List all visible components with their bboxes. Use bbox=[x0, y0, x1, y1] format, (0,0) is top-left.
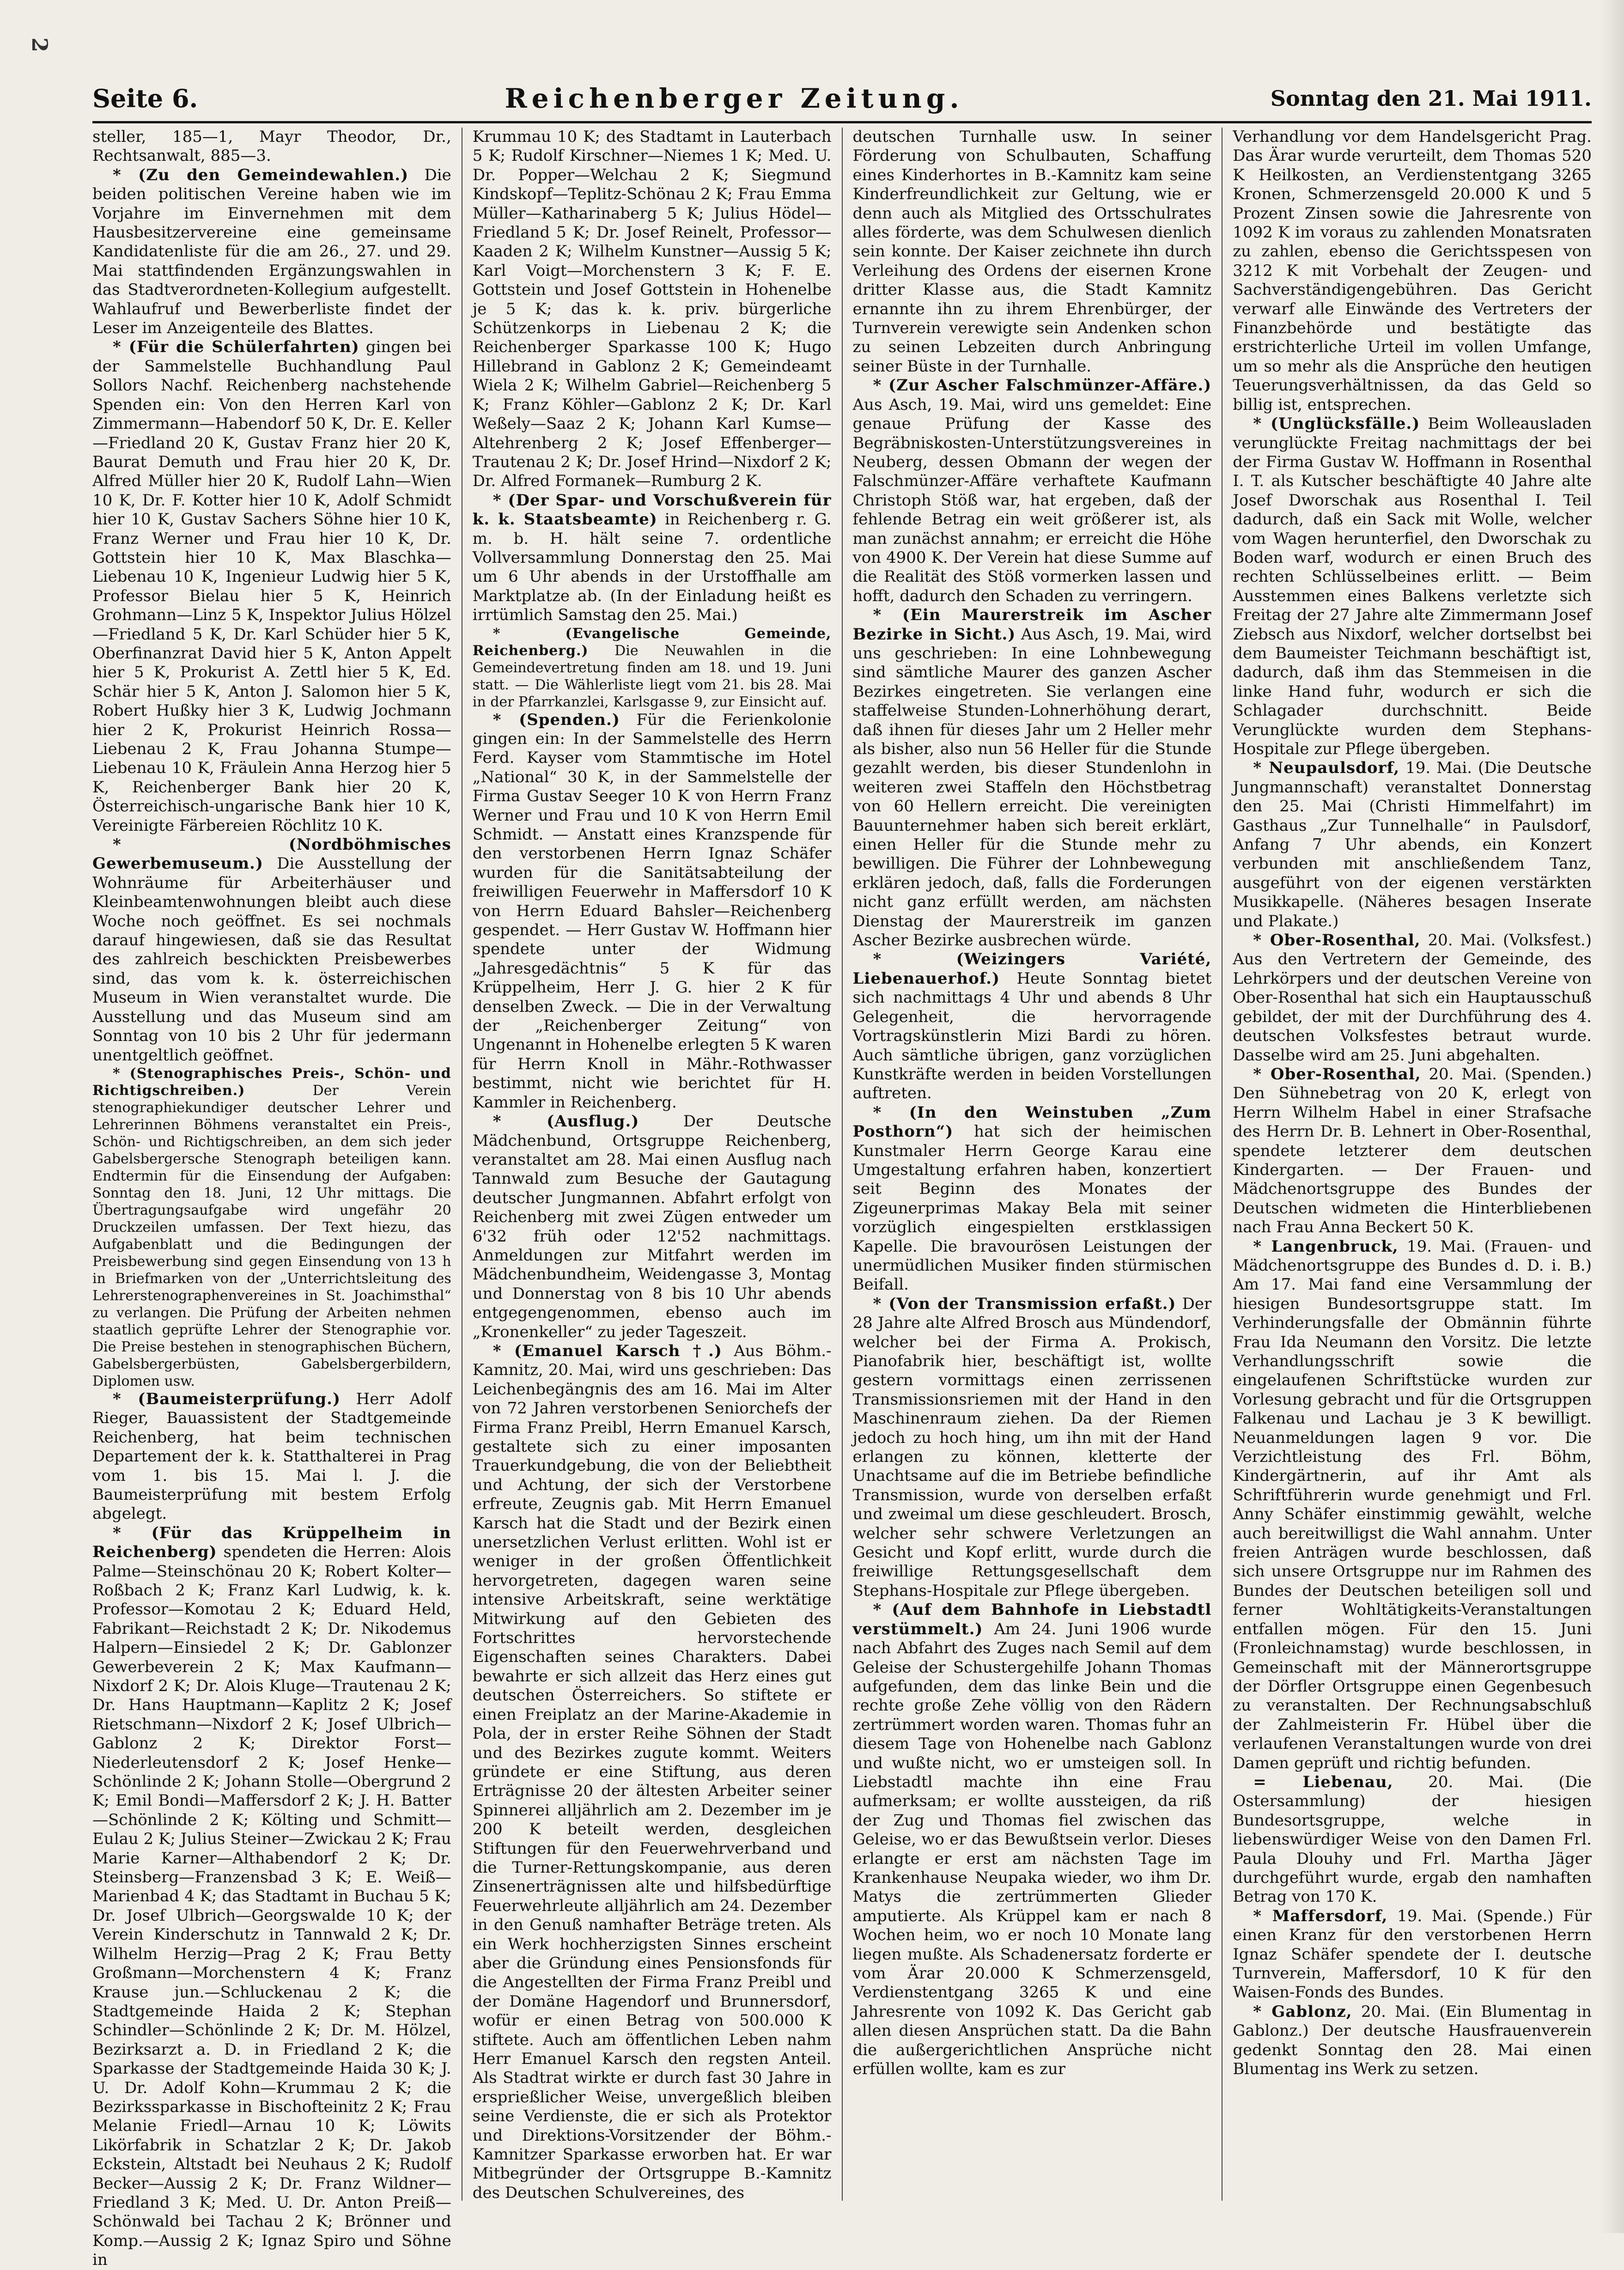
article-text: in Reichenberg r. G. m. b. H. hält seine 7. ordentliche Vollversammlung Donnerstag den 25. Mai um 6 Uhr abends in der Urstoffhalle am Marktplatze ab. (In der Einladung heißt es irrtümlich Samstag den 25. Mai.) bbox=[472, 510, 832, 625]
article-heading: * (Auf dem Bahnhofe in Liebstadtl verstümmelt.) bbox=[852, 1601, 1212, 1638]
article-heading: * (In den Weinstuben „Zum Posthorn“) bbox=[852, 1103, 1212, 1141]
article-text: Die Neuwahlen in die Gemeindevertretung finden am 18. und 19. Juni statt. — Die Wählerliste liegt vom 21. bis 28. Mai in der Pfarrkanzlei, Karlsgasse 9, zur Einsicht auf. bbox=[472, 642, 832, 710]
article-paragraph bbox=[853, 376, 1212, 606]
article-text: 19. Mai. (Die Deutsche Jungmannschaft) veranstaltet Donnerstag den 25. Mai (Christi Himmelfahrt) im Gasthaus „Zur Tunnelhalle“ in Paulsdorf, Anfang 7 Uhr abends, ein Konzert verbunden mit anschließendem Tanz, ausgeführt von der eigenen verstärkten Musikkapelle. (Näheres besagen Inserate und Plakate.) bbox=[1233, 759, 1592, 931]
article-paragraph bbox=[853, 1601, 1212, 2079]
article-heading: * Ober-Rosenthal, bbox=[1253, 931, 1421, 950]
article-paragraph bbox=[92, 166, 451, 338]
article-heading: * (Baumeisterprüfung.) bbox=[113, 1389, 341, 1408]
article-text: hat sich der heimischen Kunstmaler Herrn George Karau eine Umgestaltung erfahren haben, konzertiert seit Beginn des Monates der Zigeunerprimas Makay Bela mit seiner vorzüglich eingespielten erstklassigen Kapelle. Die bravourösen Leistungen der unermüdlichen Musiker finden stürmischen Beifall. bbox=[852, 1122, 1212, 1294]
article-text: Aus Asch, 19. Mai, wird uns gemeldet: Eine genaue Prüfung der Kasse des Begräbniskosten-Unterstützungsvereines in Neuberg, dessen Obmann der wegen der Falschmünzer-Affäre verhaftete Kaufmann Christoph Stöß war, hat ergeben, daß der fehlende Betrag ein weit größerer ist, als man zunächst annahm; er erreicht die Höhe von 4900 K. Der Verein hat diese Summe auf die Realität des Stöß vormerken lassen und hofft, dadurch den Schaden zu verringern. bbox=[852, 395, 1212, 605]
article-text: Krummau 10 K; des Stadtamt in Lauterbach 5 K; Rudolf Kirschner—Niemes 1 K; Med. U. Dr. Popper—Welchau 2 K; Siegmund Kindskopf—Teplitz-Schönau 2 K; Frau Emma Müller—Katharinaberg 5 K; Julius Hödel—Friedland 5 K; Dr. Josef Reinelt, Professor—Kaaden 2 K; Wilhelm Kunstner—Aussig 5 K; Karl Voigt—Morchenstern 3 K; F. E. Gottstein und Josef Gottstein in Hohenelbe je 5 K; das k. k. priv. bürgerliche Schützenkorps in Liebenau 2 K; die Reichenberger Sparkasse 100 K; Hugo Hillebrand in Gablonz 2 K; Gemeindeamt Wiela 2 K; Wilhelm Gabriel—Reichenberg 5 K; Franz Köhler—Gablonz 2 K; Dr. Karl Weßely—Saaz 2 K; Johann Karl Kumse—Altehrenberg 2 K; Josef Effenberger—Trautenau 2 K; Dr. Josef Hrind—Nixdorf 2 K; Dr. Alfred Formanek—Rumburg 2 K. bbox=[472, 128, 832, 491]
article-paragraph bbox=[853, 606, 1212, 950]
article-heading: * (Unglücksfälle.) bbox=[1253, 414, 1420, 433]
article-paragraph bbox=[473, 491, 832, 625]
article-paragraph bbox=[92, 128, 451, 166]
article-text: Beim Wolleausladen verunglückte Freitag nachmittags der bei der Firma Gustav W. Hoffmann in Rosenthal I. T. als Kutscher beschäftigte 40 Jahre alte Josef Dworschak aus Rosenthal I. Teil dadurch, daß ein Sack mit Wolle, welcher vom Wagen herunterfiel, den Dworschak zu Boden warf, wodurch er einen Bruch des rechten Schlüsselbeines erlitt. — Beim Ausstemmen eines Balkens verletzte sich Freitag der 27 Jahre alte Zimmermann Josef Ziebsch aus Nixdorf, welcher dortselbst bei dem Baumeister Teichmann beschäftigt ist, dadurch, daß ihm das Stemmeisen in die linke Hand fuhr, wodurch er sich die Schlagader durchschnitt. Beide Verunglückte wurden dem Stephans-Hospitale zur Pflege übergeben. bbox=[1233, 414, 1592, 758]
article-text: Der 28 Jahre alte Alfred Brosch aus Mündendorf, welcher bei der Firma A. Prokisch, Pianofabrik hier, beschäftigt ist, wollte gestern vormittags einen zerrissenen Transmissionsriemen mit der Hand in den Maschinenraum ziehen. Da der Riemen jedoch zu hoch hing, um ihn mit der Hand erlangen zu können, kletterte der Unachtsame auf die im Betriebe befindliche Transmission, wurde von derselben erfaßt und zweimal um diese geschleudert. Brosch, welcher sehr schwere Verletzungen an Gesicht und Kopf erlitt, wurde durch die freiwillige Rettungsgesellschaft dem Stephans-Hospitale zur Pflege übergeben. bbox=[852, 1294, 1212, 1600]
page-number: Seite 6. bbox=[92, 84, 198, 113]
article-heading: * (Weizingers Variété, Liebenauerhof.) bbox=[852, 950, 1212, 988]
article-text: 20. Mai. (Volksfest.) Aus den Vertretern der Gemeinde, des Lehrkörpers und der deutschen Vereine von Ober-Rosenthal hat sich ein Hauptausschuß gebildet, der mit der Durchführung des 4. deutschen Volksfestes betraut wurde. Dasselbe wird am 25. Juni abgehalten. bbox=[1233, 931, 1592, 1065]
article-paragraph bbox=[1233, 414, 1592, 759]
article-text: Der Deutsche Mädchenbund, Ortsgruppe Reichenberg, veranstaltet am 28. Mai einen Ausflug nach Tannwald zum Besuche der Gautagung deutscher Jungmannen. Abfahrt erfolgt von Reichenberg mit zwei Zügen entweder um 6'32 früh oder 12'52 nachmittags. Anmeldungen zur Mitfahrt werden im Mädchenbundheim, Weidengasse 3, Montag und Donnerstag von 8 bis 10 Uhr abends entgegengenommen, ebenso auch im „Kronenkeller“ zu jeder Tageszeit. bbox=[472, 1112, 832, 1341]
article-text: Der Verein stenographiekundiger deutscher Lehrer und Lehrerinnen Böhmens veranstaltet ein Preis-, Schön- und Richtigschreiben, an dem sich jeder Gabelsbergersche Stenograph beteiligen kann. Endtermin für die Einsendung der Aufgaben: Sonntag den 18. Juni, 12 Uhr mittags. Die Übertragungsaufgabe wird ungefähr 20 Druckzeilen umfassen. Der Text hiezu, das Aufgabenblatt und die Bedingungen der Preisbewerbung sind gegen Einsendung von 13 h in Briefmarken von der „Unterrichtsleitung des Lehrerstenographenvereines in St. Joachimsthal“ zu verlangen. Die Prüfung der Arbeiten nehmen staatlich geprüfte Lehrer der Stenographie vor. Die Preise bestehen in stenographischen Büchern, Gabelsbergerbüsten, Gabelsbergerbildern, Diplomen usw. bbox=[92, 1082, 451, 1389]
article-paragraph bbox=[1233, 759, 1592, 931]
article-paragraph bbox=[473, 1342, 832, 2203]
newspaper-title: Reichenberger Zeitung. bbox=[505, 83, 964, 114]
article-paragraph bbox=[853, 1103, 1212, 1295]
article-text: 19. Mai. (Spende.) Für einen Kranz für den verstorbenen Herrn Ignaz Schäfer spendete der I. deutsche Turnverein, Maffersdorf, 10 K für den Waisen-Fonds des Bundes. bbox=[1233, 1906, 1592, 2002]
column-2 bbox=[462, 128, 843, 2201]
article-columns bbox=[92, 128, 1592, 2270]
article-heading: * (Für das Krüppelheim in Reichenberg) bbox=[92, 1523, 451, 1562]
article-heading: * (Nordböhmisches Gewerbemuseum.) bbox=[92, 835, 451, 873]
article-text: spendeten die Herren: Alois Palme—Steinschönau 20 K; Robert Kolter—Roßbach 2 K; Franz Karl Ludwig, k. k. Professor—Komotau 2 K; Eduard Held, Fabrikant—Reichstadt 2 K; Dr. Nikodemus Halpern—Einsiedel 2 K; Dr. Gablonzer Gewerbeverein 2 K; Max Kaufmann—Nixdorf 2 K; Dr. Alois Kluge—Trautenau 2 K; Dr. Hans Hauptmann—Kaplitz 2 K; Josef Rietschmann—Nixdorf 2 K; Josef Ulbrich—Gablonz 2 K; Direktor Forst—Niederleutensdorf 2 K; Josef Henke—Schönlinde 2 K; Johann Stolle—Obergrund 2 K; Emil Bondi—Maffersdorf 2 K; J. H. Batter—Schönlinde 2 K; Költing und Schmitt—Eulau 2 K; Julius Steiner—Zwickau 2 K; Frau Marie Karner—Althabendorf 2 K; Dr. Steinsberg—Franzensbad 3 K; E. Weiß—Marienbad 4 K; das Stadtamt in Buchau 5 K; Dr. Josef Ulbrich—Georgswalde 10 K; der Verein Kinderschutz in Tannwald 2 K; Dr. Wilhelm Herzig—Prag 2 K; Frau Betty Großmann—Morchenstern 4 K; Franz Krause jun.—Schluckenau 2 K; die Stadtgemeinde Haida 2 K; Stephan Schindler—Schönlinde 2 K; Dr. M. Hölzel, Bezirksarzt a. D. in Friedland 2 K; die Sparkasse der Stadtgemeinde Haida 30 K; J. U. Dr. Adolf Kohn—Krummau 2 K; die Bezirkssparkasse in Bischofteinitz 2 K; Frau Melanie Friedl—Arnau 10 K; Löwits Likörfabrik in Schatzlar 2 K; Dr. Jakob Eckstein, Altstadt bei Neuhaus 2 K; Rudolf Becker—Aussig 2 K; Dr. Franz Wildner—Friedland 3 K; Med. U. Dr. Anton Preiß—Schönwald bei Tachau 2 K; Brönner und Komp.—Aussig 2 K; Ignaz Spiro und Söhne in bbox=[92, 1543, 451, 2270]
article-paragraph bbox=[92, 835, 451, 1065]
article-text: Aus Asch, 19. Mai, wird uns geschrieben: In eine Lohnbewegung sind sämtliche Maurer des ganzen Ascher Bezirkes eingetreten. Sie verlangen eine staffelweise Stunden-Lohnerhöhung derart, daß ihnen für dieses Jahr um 2 Heller mehr als bisher, also nun 56 Heller für die Stunde gezahlt werden, bis dieser Stundenlohn in weiteren zwei Staffeln den Höchstbetrag von 60 Hellern erreicht. Die vereinigten Bauunternehmer haben sich bereit erklärt, einen Heller für die Stunde mehr zu bewilligen. Die Führer der Lohnbewegung erklären jedoch, daß, falls die Forderungen nicht ganz erfüllt werden, am nächsten Dienstag der Maurerstreik im ganzen Ascher Bezirke ausbrechen würde. bbox=[852, 625, 1212, 950]
article-paragraph bbox=[1233, 1773, 1592, 1907]
article-text: Für die Ferienkolonie gingen ein: In der Sammelstelle des Herrn Ferd. Kayser vom Stammtische im Hotel „National“ 30 K, in der Sammelstelle der Firma Gustav Seeger 10 K von Herrn Franz Werner und Frau und 10 K von Herrn Emil Schmidt. — Anstatt eines Kranzspende für den verstorbenen Herrn Ignaz Schäfer wurden für die Sanitätsabteilung der freiwilligen Feuerwehr in Maffersdorf 10 K von Herrn Eduard Bahsler—Reichenberg gespendet. — Herr Gustav W. Hoffmann hier spendete unter der Widmung „Jahresgedächtnis“ 5 K für das Krüppelheim, Herr J. G. hier 2 K für denselben Zweck. — Die in der Verwaltung der „Reichenberger Zeitung“ von Ungenannt in Hohenelbe erlegten 5 K waren für Herrn Knoll in Mähr.-Rothwasser bestimmt, nicht wie berichtet für H. Kammler in Reichenberg. bbox=[472, 710, 832, 1112]
article-heading: * Ober-Rosenthal, bbox=[1253, 1065, 1421, 1083]
article-heading: * (Zur Ascher Falschmünzer-Affäre.) bbox=[873, 376, 1212, 395]
article-paragraph bbox=[473, 128, 832, 491]
article-text: Aus Böhm.-Kamnitz, 20. Mai, wird uns geschrieben: Das Leichenbegängnis des am 16. Mai im Alter von 72 Jahren verstorbenen Seniorchefs der Firma Franz Preibl, Herrn Emanuel Karsch, gestaltete sich zu einer imposanten Trauerkundgebung, die von der Beliebtheit und Achtung, der sich der Verstorbene erfreute, Zeugnis gab. Mit Herrn Emanuel Karsch hat die Stadt und der Bezirk einen unersetzlichen Verlust erlitten. Wohl ist er weniger in der großen Öffentlichkeit hervorgetreten, dagegen waren seine intensive Arbeitskraft, seine werktätige Mitwirkung auf den Gebieten des Fortschrittes hervorstechende Eigenschaften seines Charakters. Dabei bewahrte er sich allzeit das Herz eines gut deutschen Österreichers. So stiftete er einen Freiplatz an der Marine-Akademie in Pola, der in erster Reihe Söhnen der Stadt und des Bezirkes zugute kommt. Weiters gründete er eine Stiftung, aus deren Erträgnisse 20 der ältesten Arbeiter seiner Spinnerei alljährlich am 2. Dezember im je 200 K beteilt werden, desgleichen Stiftungen für den Feuerwehrverband und die Turner-Rettungskompanie, aus deren Zinsenerträgnissen alte und hilfsbedürftige Feuerwehrleute alljährlich am 24. Dezember in den Genuß namhafter Beträge treten. Als ein Werk hochherzigsten Sinnes erscheint aber die Gründung eines Pensionsfonds für die Angestellten der Firma Franz Preibl und der Domäne Hagendorf und Brunnersdorf, wofür er einen Betrag von 500.000 K stiftete. Auch am öffentlichen Leben nahm Herr Emanuel Karsch den regsten Anteil. Als Stadtrat wirkte er durch fast 30 Jahre in ersprießlicher Weise, unvergeßlich bleiben seine Verdienste, die er sich als Protektor und Direktions-Vorsitzender der Böhm.-Kamnitzer Sparkasse erworben hat. Er war Mitbegründer der Ortsgruppe B.-Kamnitz des Deutschen Schulvereines, des bbox=[472, 1341, 832, 2202]
article-paragraph bbox=[473, 711, 832, 1113]
article-paragraph bbox=[92, 338, 451, 835]
article-text: Verhandlung vor dem Handelsgericht Prag. Das Ärar wurde verurteilt, dem Thomas 520 K Heilkosten, an Verdienstentgang 3265 Kronen, Schmerzensgeld 20.000 K und 5 Prozent Zinsen sowie die Jahresrente von 1092 K im voraus zu zahlenden Monatsraten zu zahlen, ebenso die Gerichtsspesen von 3212 K mit Vorbehalt der Zeugen- und Sachverständigengebühren. Das Gericht verwarf alle Einwände des Vertreters der Finanzbehörde und bestätigte das erstrichterliche Urteil im vollen Umfange, um so mehr als die Ansprüche den heutigen Teuerungsverhältnissen, da das Geld so billig ist, entsprechen. bbox=[1233, 128, 1592, 414]
article-paragraph bbox=[1233, 1065, 1592, 1237]
article-paragraph bbox=[473, 625, 832, 711]
article-paragraph bbox=[473, 1112, 832, 1342]
article-heading: * (Ausflug.) bbox=[493, 1112, 639, 1131]
article-text: gingen bei der Sammelstelle Buchhandlung Paul Sollors Nachf. Reichenberg nachstehende Spenden ein: Von den Herren Karl von Zimmermann—Habendorf 50 K, Dr. E. Keller—Friedland 20 K, Gustav Franz hier 20 K, Baurat Demuth und Frau hier 20 K, Dr. Alfred Müller hier 20 K, Rudolf Lahn—Wien 10 K, Dr. F. Kotter hier 10 K, Adolf Schmidt hier 10 K, Gustav Sachers Söhne hier 10 K, Franz Werner und Frau hier 10 K, Dr. Gottstein hier 10 K, Max Blaschka—Liebenau 10 K, Ingenieur Ludwig hier 5 K, Professor Bielau hier 5 K, Heinrich Grohmann—Linz 5 K, Inspektor Julius Hölzel—Friedland 5 K, Dr. Karl Schüder hier 5 K, Oberfinanzrat David hier 5 K, Anton Appelt hier 5 K, Prokurist A. Zettl hier 5 K, Ed. Schär hier 5 K, Anton J. Salomon hier 5 K, Robert Hußky hier 3 K, Ludwig Jochmann hier 2 K, Prokurist Heinrich Rossa—Liebenau 2 K, Frau Johanna Stumpe—Liebenau 10 K, Fräulein Anna Herzog hier 5 K, Reichenberger Bank hier 20 K, Österreichisch-ungarische Bank hier 10 K, Vereinigte Färbereien Röchlitz 10 K. bbox=[92, 338, 451, 835]
article-text: 20. Mai. (Spenden.) Den Sühnebetrag von 20 K, erlegt von Herrn Wilhelm Habel in einer Strafsache des Herrn Dr. B. Lehnert in Ober-Rosenthal, spendete letzterer dem deutschen Kindergarten. — Der Frauen- und Mädchenortsgruppe des Bundes der Deutschen widmeten die Hinterbliebenen nach Frau Anna Beckert 50 K. bbox=[1233, 1065, 1592, 1237]
article-text: Die beiden politischen Vereine haben wie im Vorjahre im Einvernehmen mit dem Hausbesitzervereine eine gemeinsame Kandidatenliste für die am 26., 27. und 29. Mai stattfindenden Ergänzungswahlen in das Stadtverordneten-Kollegium aufgestellt. Wahlaufruf und Bewerberliste findet der Leser im Anzeigenteile des Blattes. bbox=[92, 165, 451, 338]
article-heading: * (Ein Maurerstreik im Ascher Bezirke in Sicht.) bbox=[852, 606, 1212, 644]
page-edge-shadow bbox=[1601, 0, 1624, 2233]
article-heading: * (Zu den Gemeindewahlen.) bbox=[113, 165, 409, 184]
article-text: steller, 185—1, Mayr Theodor, Dr., Rechtsanwalt, 885—3. bbox=[92, 128, 451, 165]
article-heading: * Gablonz, bbox=[1253, 2002, 1352, 2021]
article-text: 20. Mai. (Die Ostersammlung) der hiesigen Bundesortsgruppe, welche in liebenswürdiger Weise von den Damen Frl. Paula Dlouhy und Frl. Martha Jäger durchgeführt wurde, ergab den namhaften Betrag von 170 K. bbox=[1233, 1772, 1592, 1906]
article-heading: = Liebenau, bbox=[1253, 1772, 1393, 1791]
page-header bbox=[92, 82, 1592, 115]
article-text: Die Ausstellung der Wohnräume für Arbeiterhäuser und Kleinbeamtenwohnungen bleibt auch diese Woche noch geöffnet. Es sei nochmals darauf hingewiesen, daß sie das Resultat des zahlreich beschickten Preisbewerbes sind, das vom k. k. österreichischen Museum in Wien veranstaltet wurde. Die Ausstellung und das Museum sind am Sonntag von 10 bis 2 Uhr für jedermann unentgeltlich geöffnet. bbox=[92, 854, 451, 1065]
article-paragraph bbox=[1233, 1237, 1592, 1773]
article-paragraph bbox=[1233, 128, 1592, 414]
article-paragraph bbox=[1233, 1907, 1592, 2002]
article-text: Herr Adolf Rieger, Bauassistent der Stadtgemeinde Reichenberg, hat beim technischen Departement der k. k. Statthalterei in Prag vom 1. bis 15. Mai l. J. die Baumeisterprüfung mit bestem Erfolg abgelegt. bbox=[92, 1389, 451, 1523]
issue-date: Sonntag den 21. Mai 1911. bbox=[1270, 86, 1592, 111]
article-heading: * Langenbruck, bbox=[1253, 1237, 1399, 1256]
article-paragraph bbox=[92, 1524, 451, 2270]
article-paragraph bbox=[853, 128, 1212, 376]
article-heading: * (Emanuel Karsch †.) bbox=[493, 1341, 722, 1360]
article-heading: * (Stenographisches Preis-, Schön- und Richtigschreiben.) bbox=[92, 1065, 451, 1099]
article-text: Am 24. Juni 1906 wurde nach Abfahrt des Zuges nach Semil auf dem Geleise der Schustergehilfe Johann Thomas aufgefunden, dem das linke Bein und die rechte große Zehe völlig von den Rädern zertrümmert worden waren. Thomas fuhr an diesem Tage von Hohenelbe nach Gablonz und wußte nicht, wo er umsteigen soll. In Liebstadtl machte ihn eine Frau aufmerksam; er wollte aussteigen, da riß der Zug und Thomas fiel zwischen das Geleise, wo er das Bewußtsein verlor. Dieses erlangte er erst am nächsten Tage im Krankenhause Neupaka wieder, wo ihm Dr. Matys die zertrümmerten Glieder amputierte. Als Krüppel kam er nach 8 Wochen heim, wo er noch 10 Monate lang liegen mußte. Als Schadenersatz forderte er vom Ärar 20.000 K Schmerzensgeld, Verdienstentgang 3265 K und eine Jahresrente von 1092 K. Das Gericht gab allen diesen Ansprüchen statt. Da die Bahn die außergerichtlichen Ansprüche nicht erfüllen wollte, kam es zur bbox=[852, 1619, 1212, 2079]
column-1 bbox=[92, 128, 462, 2270]
edge-mark: 2 bbox=[27, 37, 53, 53]
column-3 bbox=[843, 128, 1223, 2201]
article-heading: * Maffersdorf, bbox=[1253, 1906, 1388, 1925]
article-heading: * (Spenden.) bbox=[493, 710, 620, 729]
article-text: 20. Mai. (Ein Blumentag in Gablonz.) Der deutsche Hausfrauenverein gedenkt Sonntag den 28. Mai einen Blumentag ins Werk zu setzen. bbox=[1233, 2002, 1592, 2079]
article-paragraph bbox=[853, 1295, 1212, 1601]
article-heading: * (Der Spar- und Vorschußverein für k. k. Staatsbeamte) bbox=[472, 491, 832, 529]
article-text: Heute Sonntag bietet sich nachmittags 4 Uhr und abends 8 Uhr Gelegenheit, die hervorragende Vortragskünstlerin Mizi Bardi zu hören. Auch sämtliche übrigen, ganz vorzüglichen Kunstkräfte werden in beiden Vorstellungen auftreten. bbox=[852, 969, 1212, 1103]
article-heading: * Neupaulsdorf, bbox=[1253, 759, 1400, 778]
article-heading: * (Für die Schülerfahrten) bbox=[113, 338, 359, 357]
article-text: 19. Mai. (Frauen- und Mädchenortsgruppe des Bundes d. D. i. B.) Am 17. Mai fand eine Versammlung der hiesigen Bundesortsgruppe statt. Im Verhinderungsfalle der Obmännin führte Frau Ida Neumann den Vorsitz. Die letzte Verhandlungsschrift sowie die eingelaufenen Schriftstücke wurden zur Vorlesung gebracht und für die Ortsgruppen Falkenau und Lachau je 3 K bewilligt. Neuanmeldungen lagen 9 vor. Die Verzichtleistung des Frl. Böhm, Kindergärtnerin, auf ihr Amt als Schriftführerin wurde genehmigt und Frl. Anny Schäfer einstimmig gewählt, welche auch bereitwilligst die Wahl annahm. Unter freien Anträgen wurde beschlossen, daß sich unsere Ortsgruppe nur im Rahmen des Bundes der Deutschen beteiligen soll und ferner Wohltätigkeits-Veranstaltungen entfallen mögen. Für den 15. Juni (Fronleichnamstag) wurde beschlossen, in Gemeinschaft mit der Männerortsgruppe der Dörfler Ortsgruppe einen Gegenbesuch zu veranstalten. Der Rechnungsabschluß der Zahlmeisterin Fr. Hübel über die verlaufenen Veranstaltungen wurde von drei Damen geprüft und richtig befunden. bbox=[1233, 1237, 1592, 1772]
article-paragraph bbox=[1233, 2002, 1592, 2079]
article-paragraph bbox=[1233, 931, 1592, 1065]
article-paragraph bbox=[853, 950, 1212, 1103]
article-heading: * (Evangelische Gemeinde, Reichenberg.) bbox=[472, 625, 832, 659]
article-paragraph bbox=[92, 1065, 451, 1390]
article-paragraph bbox=[92, 1390, 451, 1524]
article-text: deutschen Turnhalle usw. In seiner Förderung von Schulbauten, Schaffung eines Kinderhortes in B.-Kamnitz kam seine Kinderfreundlichkeit zur Geltung, wie er denn auch als Mitglied des Ortsschulrates alles förderte, was dem Schulwesen dienlich sein konnte. Der Kaiser zeichnete ihn durch Verleihung des Ordens der eisernen Krone dritter Klasse aus, die Stadt Kamnitz ernannte ihn zu ihrem Ehrenbürger, der Turnverein verewigte sein Andenken schon zu seinen Lebzeiten durch Anbringung seiner Büste in der Turnhalle. bbox=[852, 128, 1212, 376]
column-4 bbox=[1223, 128, 1592, 2201]
header-rule bbox=[92, 121, 1592, 123]
article-heading: * (Von der Transmission erfaßt.) bbox=[873, 1294, 1176, 1313]
